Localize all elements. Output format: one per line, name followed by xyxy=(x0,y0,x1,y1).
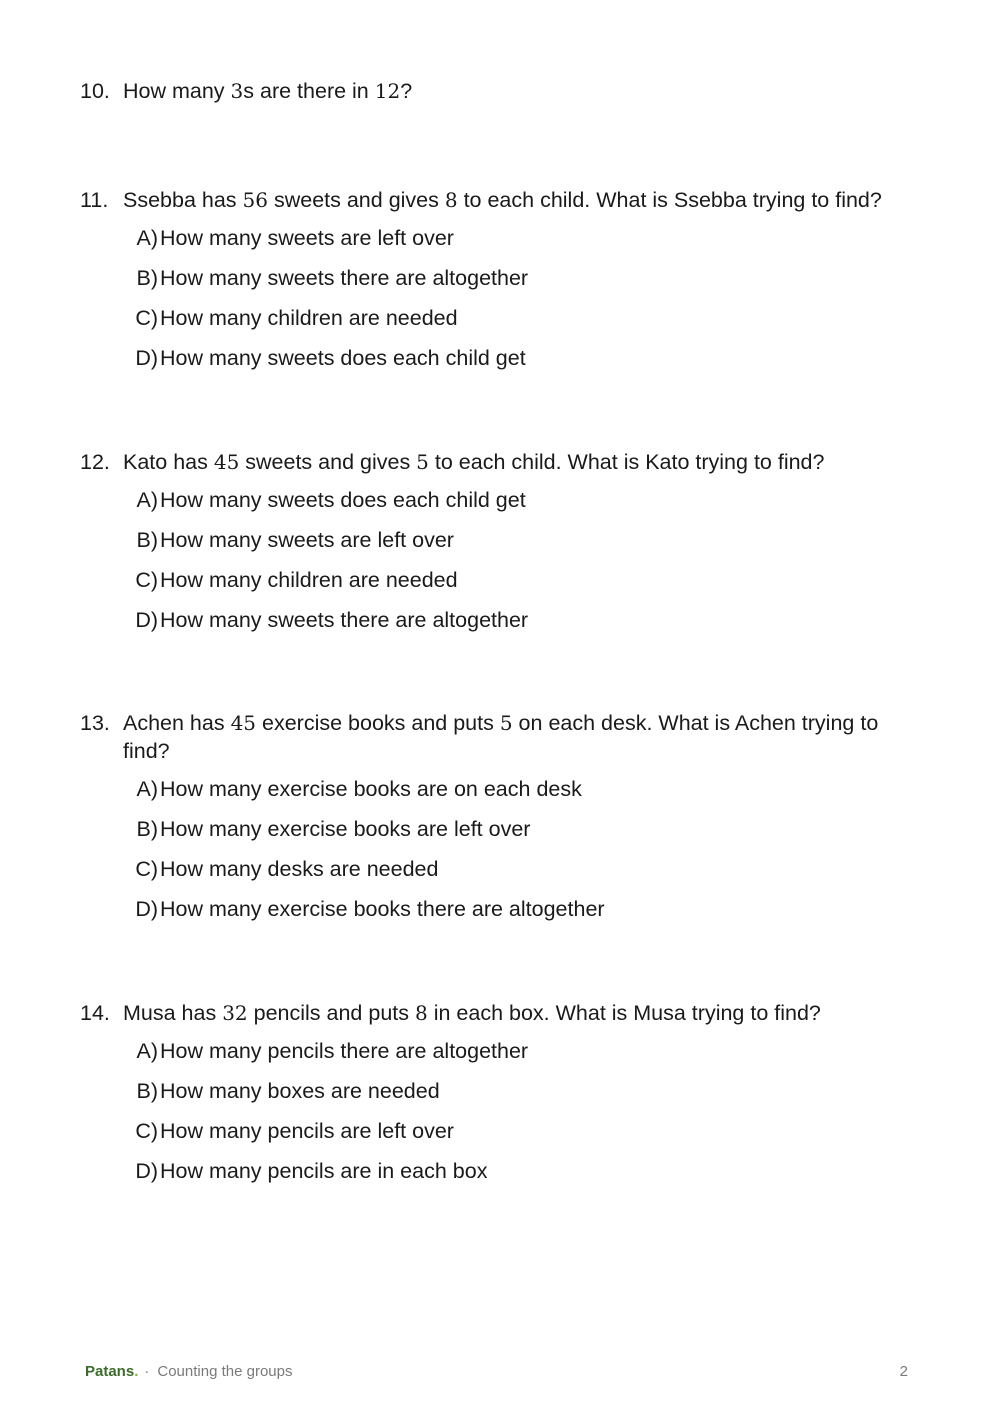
text-part: How many xyxy=(123,79,231,103)
option-b[interactable] xyxy=(123,815,920,855)
text-part: in each box. What is Musa trying to find? xyxy=(427,1001,821,1025)
option-text: How many children are needed xyxy=(160,568,458,592)
option-text: How many children are needed xyxy=(160,306,458,330)
option-a[interactable] xyxy=(123,775,920,815)
question-text xyxy=(123,186,920,214)
text-part: to each child. What is Kato trying to find? xyxy=(428,450,825,474)
option-letter: C) xyxy=(135,857,158,881)
text-part: to each child. What is Ssebba trying to find? xyxy=(457,188,882,212)
question-number: 10. xyxy=(80,79,110,103)
option-text: How many pencils are in each box xyxy=(160,1159,488,1183)
answer-options xyxy=(123,1037,920,1197)
page-footer xyxy=(85,1362,292,1382)
math-number: 5 xyxy=(499,711,513,735)
question-number: 14. xyxy=(80,1001,110,1025)
option-letter: B) xyxy=(136,1079,158,1103)
question-12 xyxy=(80,448,920,646)
text-part: sweets and gives xyxy=(239,450,417,474)
brand-dot: . xyxy=(134,1363,139,1380)
math-number: 8 xyxy=(414,1001,428,1025)
option-c[interactable] xyxy=(123,566,920,606)
option-b[interactable] xyxy=(123,526,920,566)
math-number: 12 xyxy=(374,79,401,103)
option-text: How many exercise books are left over xyxy=(160,817,531,841)
text-part: s are there in xyxy=(243,79,375,103)
option-text: How many sweets there are altogether xyxy=(160,608,529,632)
option-letter: D) xyxy=(135,608,158,632)
question-number: 11. xyxy=(80,188,109,212)
text-part: Ssebba has xyxy=(123,188,243,212)
option-letter: D) xyxy=(135,1159,158,1183)
answer-options xyxy=(123,224,920,384)
answer-options xyxy=(123,775,920,935)
option-d[interactable] xyxy=(123,1157,920,1197)
option-c[interactable] xyxy=(123,304,920,344)
option-b[interactable] xyxy=(123,264,920,304)
text-part: pencils and puts xyxy=(247,1001,415,1025)
option-c[interactable] xyxy=(123,1117,920,1157)
option-letter: D) xyxy=(135,346,158,370)
text-part: on each desk. What is Achen trying to find? xyxy=(123,711,879,763)
option-b[interactable] xyxy=(123,1077,920,1117)
math-number: 5 xyxy=(416,450,429,474)
option-text: How many pencils are left over xyxy=(160,1119,454,1143)
brand-name: Patans xyxy=(85,1363,135,1380)
question-14 xyxy=(80,999,920,1197)
question-11 xyxy=(80,186,920,384)
question-number: 12. xyxy=(80,450,110,474)
question-13 xyxy=(80,709,920,935)
text-part: Achen has xyxy=(123,711,231,735)
option-text: How many sweets there are altogether xyxy=(160,266,529,290)
option-text: How many boxes are needed xyxy=(160,1079,440,1103)
question-text xyxy=(123,999,920,1027)
option-text: How many sweets does each child get xyxy=(160,346,526,370)
option-text: How many exercise books are on each desk xyxy=(160,777,582,801)
option-text: How many sweets are left over xyxy=(160,528,454,552)
math-number: 45 xyxy=(213,450,240,474)
option-letter: B) xyxy=(136,266,158,290)
document-title: Counting the groups xyxy=(157,1363,293,1380)
option-text: How many desks are needed xyxy=(160,857,439,881)
math-number: 8 xyxy=(444,188,458,212)
answer-options xyxy=(123,486,920,646)
option-letter: C) xyxy=(135,1119,158,1143)
option-d[interactable] xyxy=(123,895,920,935)
option-letter: A) xyxy=(136,1039,158,1063)
question-text xyxy=(123,709,920,765)
text-part: Kato has xyxy=(123,450,214,474)
math-number: 56 xyxy=(242,188,268,212)
option-letter: C) xyxy=(135,568,158,592)
option-letter: D) xyxy=(135,897,158,921)
option-letter: B) xyxy=(136,528,158,552)
text-part: ? xyxy=(400,79,413,103)
option-letter: C) xyxy=(135,306,158,330)
option-text: How many exercise books there are altogether xyxy=(160,897,605,921)
option-c[interactable] xyxy=(123,855,920,895)
text-part: sweets and gives xyxy=(267,188,445,212)
page-number: 2 xyxy=(899,1363,908,1380)
option-letter: B) xyxy=(136,817,158,841)
option-a[interactable] xyxy=(123,486,920,526)
option-d[interactable] xyxy=(123,606,920,646)
question-number: 13. xyxy=(80,711,110,735)
math-number: 32 xyxy=(222,1001,248,1025)
option-letter: A) xyxy=(136,226,158,250)
question-text xyxy=(123,448,920,476)
option-text: How many sweets does each child get xyxy=(160,488,526,512)
option-letter: A) xyxy=(136,488,158,512)
option-text: How many sweets are left over xyxy=(160,226,454,250)
question-text xyxy=(123,77,920,105)
math-number: 3 xyxy=(230,79,244,103)
text-part: exercise books and puts xyxy=(256,711,500,735)
math-number: 45 xyxy=(230,711,257,735)
option-d[interactable] xyxy=(123,344,920,384)
option-a[interactable] xyxy=(123,1037,920,1077)
text-part: Musa has xyxy=(123,1001,223,1025)
question-10 xyxy=(80,77,920,105)
option-a[interactable] xyxy=(123,224,920,264)
footer-separator: · xyxy=(144,1363,150,1380)
option-text: How many pencils there are altogether xyxy=(160,1039,529,1063)
option-letter: A) xyxy=(136,777,158,801)
